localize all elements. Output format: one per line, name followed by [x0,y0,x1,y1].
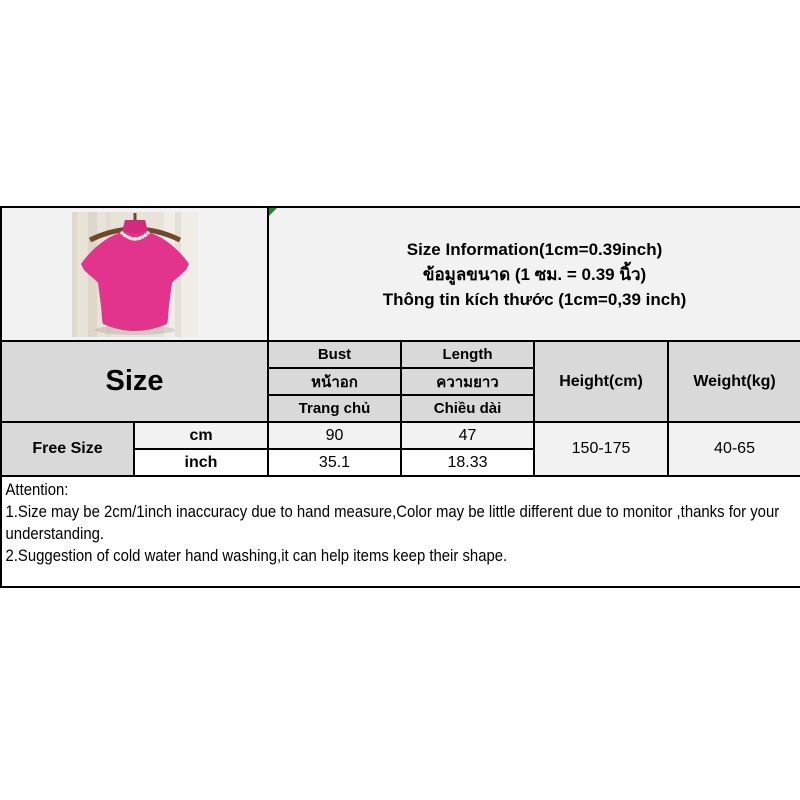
size-info-header-cell [268,207,800,341]
length-inch-value: 18.33 [401,449,534,476]
product-photo [72,212,198,337]
size-info-title-en: Size Information(1cm=0.39inch) [406,239,663,259]
attention-note-1: 1.Size may be 2cm/1inch inaccuracy due to hand measure,Color may be little different due to monitor ,thanks for your understanding. [5,502,780,543]
length-header-th: ความยาว [401,368,534,395]
curtain-fold [72,212,77,337]
product-photo-cell [1,207,268,341]
weight-range-value: 40-65 [668,422,800,476]
attention-note-2: 2.Suggestion of cold water hand washing,it can help items keep their shape. [5,546,508,565]
collar-shape [123,220,147,234]
cell-corner-marker-icon [269,208,277,216]
bust-header-en: Bust [268,341,401,368]
size-table [0,206,800,588]
size-info-title-vi: Thông tin kích thước (1cm=0,39 inch) [382,289,687,309]
unit-cm-label: cm [134,422,268,449]
bust-header-th: หน้าอก [268,368,401,395]
size-info-title-th: ข้อมูลขนาด (1 ซม. = 0.39 นิ้ว) [422,264,647,284]
product-photo-illustration [72,212,198,337]
length-cm-value: 47 [401,422,534,449]
attention-text-block [2,477,800,567]
free-size-label: Free Size [1,422,134,476]
height-header: Height(cm) [534,341,668,422]
length-header-vi: Chiều dài [401,395,534,422]
height-range-value: 150-175 [534,422,668,476]
bust-cm-value: 90 [268,422,401,449]
bust-inch-value: 35.1 [268,449,401,476]
unit-inch-label: inch [134,449,268,476]
size-column-header: Size [1,341,268,422]
attention-cell [1,476,800,587]
bust-header-vi: Trang chủ [268,395,401,422]
attention-title: Attention: [5,480,69,499]
weight-header: Weight(kg) [668,341,800,422]
length-header-en: Length [401,341,534,368]
